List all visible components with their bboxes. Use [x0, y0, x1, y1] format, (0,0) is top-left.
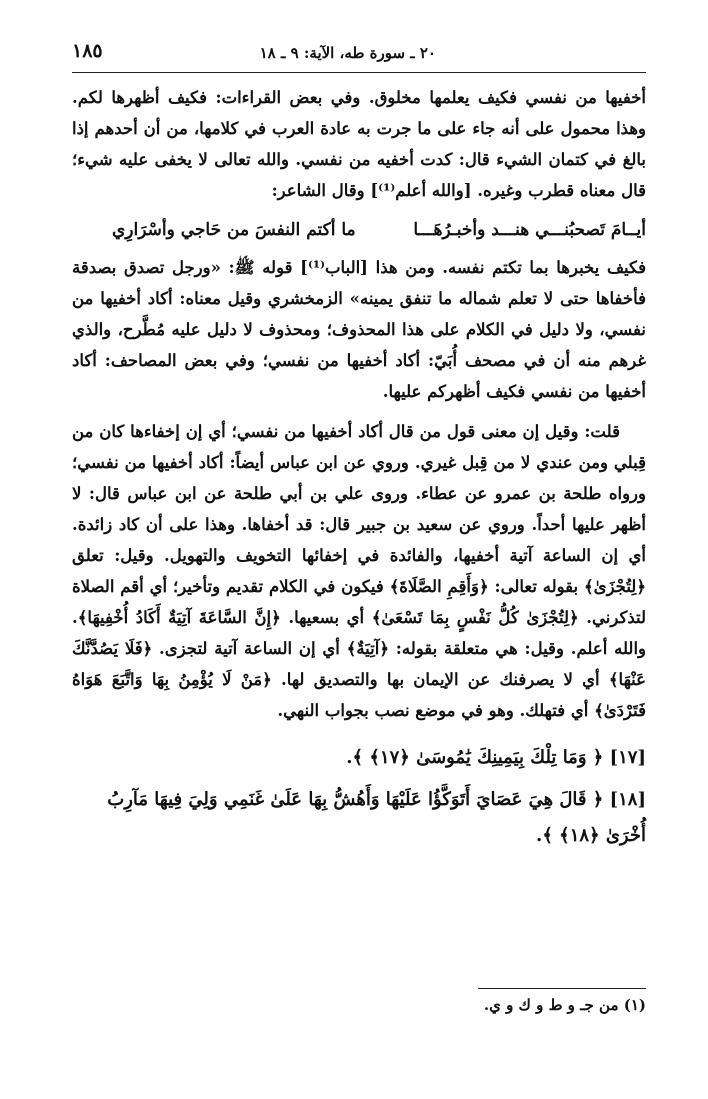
poetry-verse — [72, 212, 646, 248]
paragraph-2: فكيف يخبرها بما تكتم نفسه. ومن هذا [الباب⁽¹⁾] قوله ﷺ: «ورجل تصدق بصدقة فأخفاها حتى لا تعلم شماله ما تنفق يمينه» الزمخشري وقيل معناه: أكاد أخفيها من نفسي، ولا دليل في الكلام على هذا المحذوف؛ ومحذوف لا دليل عليه مُطَّرح، والذي غرهم منه أن في مصحف أُبَيّ: أكاد أخفيها من نفسي؛ وفي بعض المصاحف: أكاد أخفيها من نفسي فكيف أظهركم عليها. — [72, 258, 646, 401]
footnote: (١) من جـ و ط و ك و ي. — [483, 996, 646, 1014]
page-header — [72, 38, 646, 73]
verse-first-hemistich: أيــامَ تَصحبُنـــي هنـــد وأخبـرُهَـــا — [413, 220, 646, 240]
verse-second-hemistich: ما أكتم النفسَ من حَاجي وأسْرَارِي — [112, 220, 356, 240]
paragraph-1: أخفيها من نفسي فكيف يعلمها مخلوق. وفي بعض القراءات: فكيف أظهرها لكم. وهذا محمول على أنه جاء على ما جرت به عادة العرب في كلامها، من أن أحدهم إذا بالغ في كتمان الشيء قال: كدت أخفيه من نفسي. والله تعالى لا يخفى عليه شيء؛ قال معناه قطرب وغيره. [والله أعلم⁽¹⁾] وقال الشاعر: — [72, 88, 646, 200]
paragraph-3: قلت: وقيل إن معنى قول من قال أكاد أخفيها من نفسي؛ أي إن إخفاءها كان من قِبلي ومن عندي لا من قِبل غيري. وروي عن ابن عباس أيضاً: أكاد أخفيها من نفسي؛ ورواه طلحة بن عمرو عن عطاء. وروى علي بن أبي طلحة عن ابن عباس قال: لا أظهر عليها أحداً. وروي عن سعيد بن جبير قال: قد أخفاها. وهذا على أن كاد زائدة. أي إن الساعة آتية أخفيها، والفائدة في إخفائها التخويف والتهويل. وقيل: تعلق ﴿لِتُجْزَىٰ﴾ بقوله تعالى: ﴿وَأَقِمِ الصَّلَاةَ﴾ فيكون في الكلام تقديم وتأخير؛ أي أقم الصلاة لتذكرني. ﴿لِتُجْزَىٰ كُلُّ نَفْسٍ بِمَا تَسْعَىٰ﴾ أي بسعيها. ﴿إِنَّ السَّاعَةَ آتِيَةٌ أَكَادُ أُخْفِيهَا﴾. والله أعلم. وقيل: هي متعلقة بقوله: ﴿آتِيَةٌ﴾ أي إن الساعة آتية لتجزى. ﴿فَلَا يَصُدَّنَّكَ عَنْهَا﴾ أي لا يصرفنك عن الإيمان بها والتصديق لها. ﴿مَنْ لَا يُؤْمِنُ بِهَا وَاتَّبَعَ هَوَاهُ فَتَرْدَىٰ﴾ أي فتهلك. وهو في موضع نصب بجواب النهي. — [72, 422, 646, 720]
main-text — [72, 82, 646, 854]
running-head: ٢٠ ـ سورة طه، الآية: ٩ ـ ١٨ — [259, 44, 436, 62]
quran-verse-18: [١٨] ﴿ قَالَ هِيَ عَصَايَ أَتَوَكَّؤُا عَلَيْهَا وَأَهُشُّ بِهَا عَلَىٰ غَنَمِي وَلِيَ فِيهَا مَآرِبُ أُخْرَىٰ ﴿١٨﴾ ﴾. — [107, 789, 646, 846]
quran-verse-17: [١٧] ﴿ وَمَا تِلْكَ بِيَمِينِكَ يَٰمُوسَىٰ ﴿١٧﴾ ﴾. — [346, 747, 646, 768]
footnote-divider — [478, 988, 646, 989]
page-number: ١٨٥ — [72, 40, 103, 62]
